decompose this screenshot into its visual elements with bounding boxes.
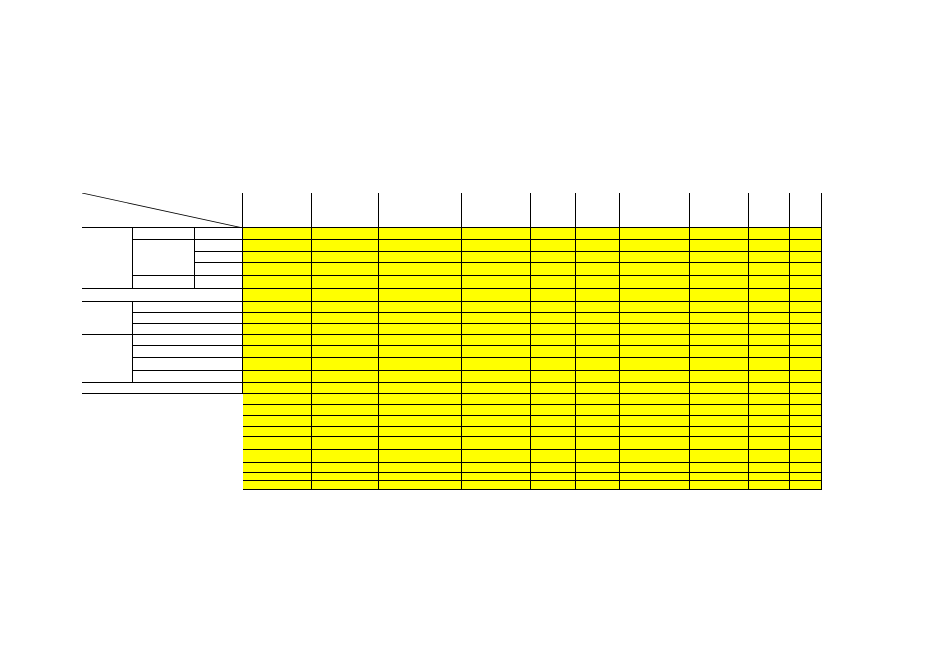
- cell-water-6-filler: [620, 371, 690, 383]
- cell-mfg-ws1-8-filler: [749, 437, 790, 450]
- cell-mfg-ws3-3: [462, 473, 531, 481]
- cell-water-3-filler: [462, 383, 531, 394]
- cell-subtotal-production-5-filler: [576, 346, 620, 358]
- cell-bing-1: [312, 324, 379, 335]
- row-label-mfg-ws2: [133, 346, 243, 358]
- cell-bing-5: [576, 335, 620, 346]
- cell-jia-4: [531, 252, 576, 263]
- cell-subtotal-production-1-filler: [312, 358, 379, 371]
- label-workshop-3: [133, 276, 195, 289]
- cell-ding-1: [312, 228, 379, 240]
- cell-mfg-ws3-0: [243, 473, 312, 481]
- cell-bing-4-filler: [531, 335, 576, 346]
- cell-subtotal-production-6-filler: [620, 346, 690, 358]
- cell-jia-3: [462, 252, 531, 263]
- row-label-water: [133, 302, 243, 313]
- provision-table: [82, 193, 822, 490]
- cell-subtotal-aux-7-filler: [690, 416, 749, 427]
- header-diagonal-line: [82, 193, 243, 228]
- cell-mfg-ws2-1: [312, 463, 379, 473]
- cell-water-9: [790, 383, 822, 394]
- cell-power-2: [379, 394, 462, 405]
- cell-mfg-ws1-4: [531, 437, 576, 450]
- cell-ding-5: [576, 240, 620, 252]
- cell-subtotal-mfg-9: [790, 481, 822, 490]
- row-label-bing: [195, 276, 243, 289]
- cell-water-0: [243, 371, 312, 383]
- cell-subtotal-aux-5-filler: [576, 416, 620, 427]
- cell-subtotal-aux-9: [790, 427, 822, 437]
- row-label-subtotal-mfg: [133, 371, 243, 383]
- cell-mfg-ws1-9: [790, 450, 822, 463]
- cell-subtotal-aux-0: [243, 416, 312, 427]
- cell-subtotal-ws2-1-filler: [312, 313, 379, 324]
- cell-mfg-ws1-2: [379, 437, 462, 450]
- cell-yi-3-filler: [462, 289, 531, 302]
- header-total: [790, 193, 822, 228]
- cell-subtotal-production-7: [690, 358, 749, 371]
- cell-mfg-ws2-4: [531, 463, 576, 473]
- cell-power-9-filler: [790, 394, 822, 405]
- cell-power-8: [749, 405, 790, 416]
- cell-mfg-ws1-5: [576, 450, 620, 463]
- cell-mfg-ws3-6: [620, 473, 690, 481]
- cell-jia-7: [690, 263, 749, 276]
- cell-jia-9-filler: [790, 252, 822, 263]
- cell-subtotal-ws2-3: [462, 302, 531, 313]
- cell-power-5-filler: [576, 394, 620, 405]
- cell-power-7: [690, 405, 749, 416]
- cell-water-2-filler: [379, 383, 462, 394]
- cell-power-6-filler: [620, 394, 690, 405]
- row-label-yi: [195, 252, 243, 263]
- cell-yi-1: [312, 276, 379, 289]
- cell-bing-6: [620, 335, 690, 346]
- header-education: [749, 193, 790, 228]
- cell-ding-9: [790, 240, 822, 252]
- cell-yi-9-filler: [790, 276, 822, 289]
- cell-ding-2-filler: [379, 240, 462, 252]
- cell-mfg-ws3-9: [790, 473, 822, 481]
- cell-jia-9: [790, 263, 822, 276]
- cell-ding-8-filler: [749, 228, 790, 240]
- cell-water-7: [690, 383, 749, 394]
- cell-ding-5-filler: [576, 228, 620, 240]
- cell-subtotal-mfg-8: [749, 481, 790, 490]
- cell-power-3-filler: [462, 405, 531, 416]
- cell-mfg-ws1-6-filler: [620, 437, 690, 450]
- cell-water-1-filler: [312, 383, 379, 394]
- cell-subtotal-ws2-8-filler: [749, 302, 790, 313]
- cell-subtotal-aux-2-filler: [379, 427, 462, 437]
- cell-power-8-filler: [749, 394, 790, 405]
- cell-subtotal-production-4-filler: [531, 358, 576, 371]
- cell-ding-8: [749, 240, 790, 252]
- cell-bing-7: [690, 335, 749, 346]
- cell-power-5: [576, 405, 620, 416]
- cell-subtotal-production-8-filler: [749, 346, 790, 358]
- cell-subtotal-ws2-5-filler: [576, 302, 620, 313]
- cell-subtotal-production-3: [462, 346, 531, 358]
- cell-yi-2-filler: [379, 289, 462, 302]
- cell-subtotal-production-0-filler: [243, 358, 312, 371]
- cell-bing-9-filler: [790, 324, 822, 335]
- cell-jia-1-filler: [312, 263, 379, 276]
- cell-bing-9: [790, 335, 822, 346]
- cell-power-0: [243, 394, 312, 405]
- cell-bing-8-filler: [749, 324, 790, 335]
- label-auxiliary-production: [82, 302, 133, 335]
- cell-yi-6: [620, 289, 690, 302]
- cell-subtotal-aux-4-filler: [531, 427, 576, 437]
- cell-subtotal-mfg-7: [690, 481, 749, 490]
- cell-mfg-ws2-5: [576, 463, 620, 473]
- cell-subtotal-production-9: [790, 358, 822, 371]
- cell-water-1: [312, 371, 379, 383]
- cell-mfg-ws1-8: [749, 450, 790, 463]
- cell-subtotal-production-9-filler: [790, 346, 822, 358]
- cell-power-1: [312, 394, 379, 405]
- cell-subtotal-production-7-filler: [690, 346, 749, 358]
- cell-jia-1: [312, 252, 379, 263]
- cell-mfg-ws1-3-filler: [462, 450, 531, 463]
- row-label-jia: [195, 240, 243, 252]
- cell-ding-3-filler: [462, 240, 531, 252]
- cell-yi-0: [243, 276, 312, 289]
- cell-water-0-filler: [243, 383, 312, 394]
- cell-subtotal-aux-0-filler: [243, 427, 312, 437]
- cell-mfg-ws2-6: [620, 463, 690, 473]
- cell-jia-4-filler: [531, 263, 576, 276]
- header-maternity: [576, 193, 620, 228]
- cell-power-1-filler: [312, 405, 379, 416]
- cell-ding-4: [531, 228, 576, 240]
- cell-mfg-ws1-7: [690, 450, 749, 463]
- cell-power-7-filler: [690, 394, 749, 405]
- cell-subtotal-aux-6: [620, 427, 690, 437]
- cell-water-6: [620, 383, 690, 394]
- header-union: [690, 193, 749, 228]
- cell-subtotal-ws2-2-filler: [379, 313, 462, 324]
- cell-subtotal-production-5: [576, 358, 620, 371]
- cell-mfg-ws2-2: [379, 463, 462, 473]
- cell-subtotal-ws2-9: [790, 313, 822, 324]
- cell-water-2: [379, 371, 462, 383]
- cell-water-3: [462, 371, 531, 383]
- cell-jia-7-filler: [690, 252, 749, 263]
- cell-jia-2: [379, 252, 462, 263]
- cell-yi-8-filler: [749, 276, 790, 289]
- cell-water-4: [531, 371, 576, 383]
- cell-subtotal-ws2-0-filler: [243, 313, 312, 324]
- cell-jia-5: [576, 263, 620, 276]
- header-pension: [312, 193, 379, 228]
- cell-subtotal-production-0: [243, 346, 312, 358]
- cell-ding-1-filler: [312, 240, 379, 252]
- cell-jia-5-filler: [576, 252, 620, 263]
- cell-ding-2: [379, 228, 462, 240]
- cell-subtotal-ws2-9-filler: [790, 302, 822, 313]
- cell-power-3: [462, 394, 531, 405]
- cell-subtotal-aux-4: [531, 416, 576, 427]
- cell-water-7-filler: [690, 371, 749, 383]
- row-label-admin: [82, 383, 243, 394]
- cell-water-8: [749, 383, 790, 394]
- cell-water-9-filler: [790, 371, 822, 383]
- cell-mfg-ws1-3: [462, 437, 531, 450]
- cell-mfg-ws3-7: [690, 473, 749, 481]
- cell-subtotal-ws2-7: [690, 313, 749, 324]
- cell-ding-3: [462, 228, 531, 240]
- cell-subtotal-ws2-5: [576, 313, 620, 324]
- cell-bing-8: [749, 335, 790, 346]
- cell-ding-6-filler: [620, 228, 690, 240]
- cell-subtotal-aux-6-filler: [620, 416, 690, 427]
- cell-power-4-filler: [531, 405, 576, 416]
- cell-mfg-ws1-0-filler: [243, 450, 312, 463]
- row-label-power: [133, 313, 243, 324]
- header-injury: [531, 193, 576, 228]
- cell-subtotal-ws2-2: [379, 302, 462, 313]
- cell-yi-4: [531, 276, 576, 289]
- cell-yi-0-filler: [243, 289, 312, 302]
- cell-subtotal-ws2-4-filler: [531, 313, 576, 324]
- cell-mfg-ws1-5-filler: [576, 437, 620, 450]
- cell-jia-0-filler: [243, 263, 312, 276]
- label-production-cost: [82, 228, 133, 289]
- cell-water-5-filler: [576, 371, 620, 383]
- cell-subtotal-aux-3: [462, 416, 531, 427]
- cell-bing-3-filler: [462, 335, 531, 346]
- row-label-subtotal-production: [82, 289, 243, 302]
- cell-bing-5-filler: [576, 324, 620, 335]
- cell-ding-9-filler: [790, 228, 822, 240]
- cell-power-4: [531, 394, 576, 405]
- row-label-ding: [195, 228, 243, 240]
- cell-mfg-ws3-5: [576, 473, 620, 481]
- cell-jia-8-filler: [749, 252, 790, 263]
- cell-mfg-ws1-9-filler: [790, 437, 822, 450]
- cell-water-5: [576, 383, 620, 394]
- label-manufacturing-cost: [82, 335, 133, 383]
- cell-yi-7-filler: [690, 276, 749, 289]
- cell-power-9: [790, 405, 822, 416]
- cell-bing-7-filler: [690, 324, 749, 335]
- cell-subtotal-ws2-3-filler: [462, 313, 531, 324]
- cell-subtotal-ws2-4: [531, 302, 576, 313]
- cell-mfg-ws1-7-filler: [690, 437, 749, 450]
- cell-subtotal-ws2-6-filler: [620, 302, 690, 313]
- cell-subtotal-aux-8-filler: [749, 416, 790, 427]
- cell-bing-2: [379, 324, 462, 335]
- cell-subtotal-ws2-7-filler: [690, 302, 749, 313]
- cell-mfg-ws3-1: [312, 473, 379, 481]
- cell-yi-9: [790, 289, 822, 302]
- cell-subtotal-ws2-8: [749, 313, 790, 324]
- cell-yi-4-filler: [531, 289, 576, 302]
- cell-subtotal-production-2-filler: [379, 358, 462, 371]
- cell-jia-6-filler: [620, 252, 690, 263]
- cell-bing-2-filler: [379, 335, 462, 346]
- label-workshop-2: [133, 240, 195, 276]
- cell-bing-4: [531, 324, 576, 335]
- cell-mfg-ws1-1-filler: [312, 450, 379, 463]
- cell-subtotal-production-2: [379, 346, 462, 358]
- cell-mfg-ws2-7: [690, 463, 749, 473]
- signature-footer: [86, 489, 686, 505]
- cell-yi-2: [379, 276, 462, 289]
- cell-power-0-filler: [243, 405, 312, 416]
- cell-subtotal-production-8: [749, 358, 790, 371]
- cell-mfg-ws2-3: [462, 463, 531, 473]
- row-label-mfg-ws3: [133, 358, 243, 371]
- cell-mfg-ws3-4: [531, 473, 576, 481]
- cell-jia-8: [749, 263, 790, 276]
- header-housing: [620, 193, 690, 228]
- row-label-subtotal-ws2: [195, 263, 243, 276]
- cell-bing-0-filler: [243, 335, 312, 346]
- cell-jia-2-filler: [379, 263, 462, 276]
- cell-subtotal-aux-2: [379, 416, 462, 427]
- cell-yi-5-filler: [576, 276, 620, 289]
- cell-subtotal-aux-5: [576, 427, 620, 437]
- cell-mfg-ws3-2: [379, 473, 462, 481]
- header-account-item: [82, 193, 243, 228]
- row-label-mfg-ws1: [133, 335, 243, 346]
- header-base: [243, 193, 312, 228]
- label-workshop-1: [133, 228, 195, 240]
- cell-ding-4-filler: [531, 240, 576, 252]
- cell-water-4-filler: [531, 383, 576, 394]
- cell-subtotal-aux-1: [312, 416, 379, 427]
- cell-water-8-filler: [749, 371, 790, 383]
- cell-power-6: [620, 405, 690, 416]
- cell-subtotal-aux-7: [690, 427, 749, 437]
- cell-subtotal-aux-3-filler: [462, 427, 531, 437]
- cell-mfg-ws3-8: [749, 473, 790, 481]
- cell-ding-6: [620, 240, 690, 252]
- cell-ding-0-filler: [243, 240, 312, 252]
- cell-subtotal-production-4: [531, 346, 576, 358]
- cell-yi-6-filler: [620, 276, 690, 289]
- cell-jia-6: [620, 263, 690, 276]
- cell-subtotal-ws2-6: [620, 313, 690, 324]
- cell-subtotal-production-3-filler: [462, 358, 531, 371]
- cell-yi-8: [749, 289, 790, 302]
- cell-bing-3: [462, 324, 531, 335]
- cell-subtotal-ws2-0: [243, 302, 312, 313]
- cell-power-2-filler: [379, 405, 462, 416]
- header-medical: [379, 193, 462, 228]
- cell-subtotal-production-6: [620, 358, 690, 371]
- cell-mfg-ws1-4-filler: [531, 450, 576, 463]
- header-unemployment: [462, 193, 531, 228]
- cell-mfg-ws2-9: [790, 463, 822, 473]
- cell-bing-0: [243, 324, 312, 335]
- cell-yi-7: [690, 289, 749, 302]
- row-label-subtotal-aux: [133, 324, 243, 335]
- cell-yi-3: [462, 276, 531, 289]
- cell-subtotal-production-1: [312, 346, 379, 358]
- cell-mfg-ws1-1: [312, 437, 379, 450]
- cell-bing-1-filler: [312, 335, 379, 346]
- cell-bing-6-filler: [620, 324, 690, 335]
- cell-mfg-ws1-0: [243, 437, 312, 450]
- cell-ding-7-filler: [690, 228, 749, 240]
- cell-subtotal-ws2-1: [312, 302, 379, 313]
- cell-subtotal-aux-8: [749, 427, 790, 437]
- cell-subtotal-aux-9-filler: [790, 416, 822, 427]
- cell-mfg-ws2-8: [749, 463, 790, 473]
- cell-jia-0: [243, 252, 312, 263]
- cell-yi-1-filler: [312, 289, 379, 302]
- cell-ding-7: [690, 240, 749, 252]
- cell-ding-0: [243, 228, 312, 240]
- cell-mfg-ws1-6: [620, 450, 690, 463]
- cell-yi-5: [576, 289, 620, 302]
- cell-mfg-ws2-0: [243, 463, 312, 473]
- cell-subtotal-aux-1-filler: [312, 427, 379, 437]
- cell-jia-3-filler: [462, 263, 531, 276]
- cell-mfg-ws1-2-filler: [379, 450, 462, 463]
